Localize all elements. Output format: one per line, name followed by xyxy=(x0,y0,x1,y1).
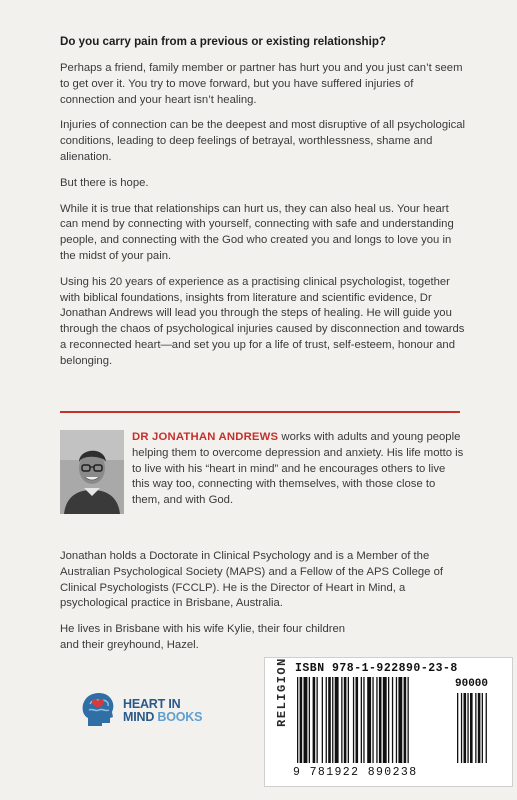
head-heart-icon xyxy=(78,690,118,730)
barcode-bars xyxy=(297,677,507,765)
author-bio xyxy=(132,430,464,509)
author-credentials: Jonathan holds a Doctorate in Clinical Psychology and is a Member of the Australian Psychological Society (MAPS) and a Fellow of the APS College of Clinical Psychologists (FCCLP). He is the Director of Heart in Mind, a psychological practice in Brisbane, Australia. xyxy=(60,550,444,610)
publisher-name-books: BOOKS xyxy=(157,710,203,724)
blurb-paragraph: While it is true that relationships can hurt us, they can also heal us. Your heart can mend by connecting with yourself, connecting with safe and understanding people, and connecting with the God who created you and longs to love you in the midst of your pain. xyxy=(60,202,454,262)
author-portrait-icon xyxy=(60,430,124,514)
barcode-panel xyxy=(264,657,513,787)
blurb-paragraph: Using his 20 years of experience as a practising clinical psychologist, together with biblical foundations, insights from literature and scientific evidence, Dr Jonathan Andrews will lead you through the steps of healing. He will guide you through the chaos of psychological injuries caused by disconnection and towards a reconnected heart—and set you up for a life of trust, self-esteem, honour and belonging. xyxy=(60,275,465,367)
blurb-paragraph: But there is hope. xyxy=(60,176,149,189)
publisher-name-line2 xyxy=(123,711,202,724)
barcode-digits: 9 781922 890238 xyxy=(293,766,418,779)
author-name: DR JONATHAN ANDREWS xyxy=(132,431,279,443)
publisher-name-mind: MIND xyxy=(123,710,158,724)
section-divider xyxy=(60,411,460,413)
publisher-name-line1: HEART IN xyxy=(123,697,181,711)
price-code: 90000 xyxy=(455,678,489,690)
author-photo xyxy=(60,430,124,514)
back-cover-blurb xyxy=(60,34,470,380)
blurb-paragraph: Perhaps a friend, family member or partner has hurt you and you just can’t seem to get over it. You try to move forward, but you have suffered injuries of connection and your heart isn’t healing. xyxy=(60,62,463,106)
publisher-name xyxy=(123,698,202,724)
author-bio-text: works with adults and young people helping them to overcome depression and anxiety. His life motto is to live with his “heart in mind” and he encourages others to live this way too, connecting with themselves, with those close to them, and with God. xyxy=(132,431,464,507)
blurb-lead-question: Do you carry pain from a previous or existing relationship? xyxy=(60,35,386,48)
author-family: He lives in Brisbane with his wife Kylie, their four children and their greyhound, Hazel. xyxy=(60,623,346,651)
publisher-logo xyxy=(78,686,228,736)
blurb-paragraph: Injuries of connection can be the deepest and most disruptive of all psychological conditions, leading to deep feelings of betrayal, worthlessness, shame and alienation. xyxy=(60,119,466,163)
category-label: RELIGION xyxy=(275,657,289,727)
isbn-number: ISBN 978-1-922890-23-8 xyxy=(295,662,458,675)
